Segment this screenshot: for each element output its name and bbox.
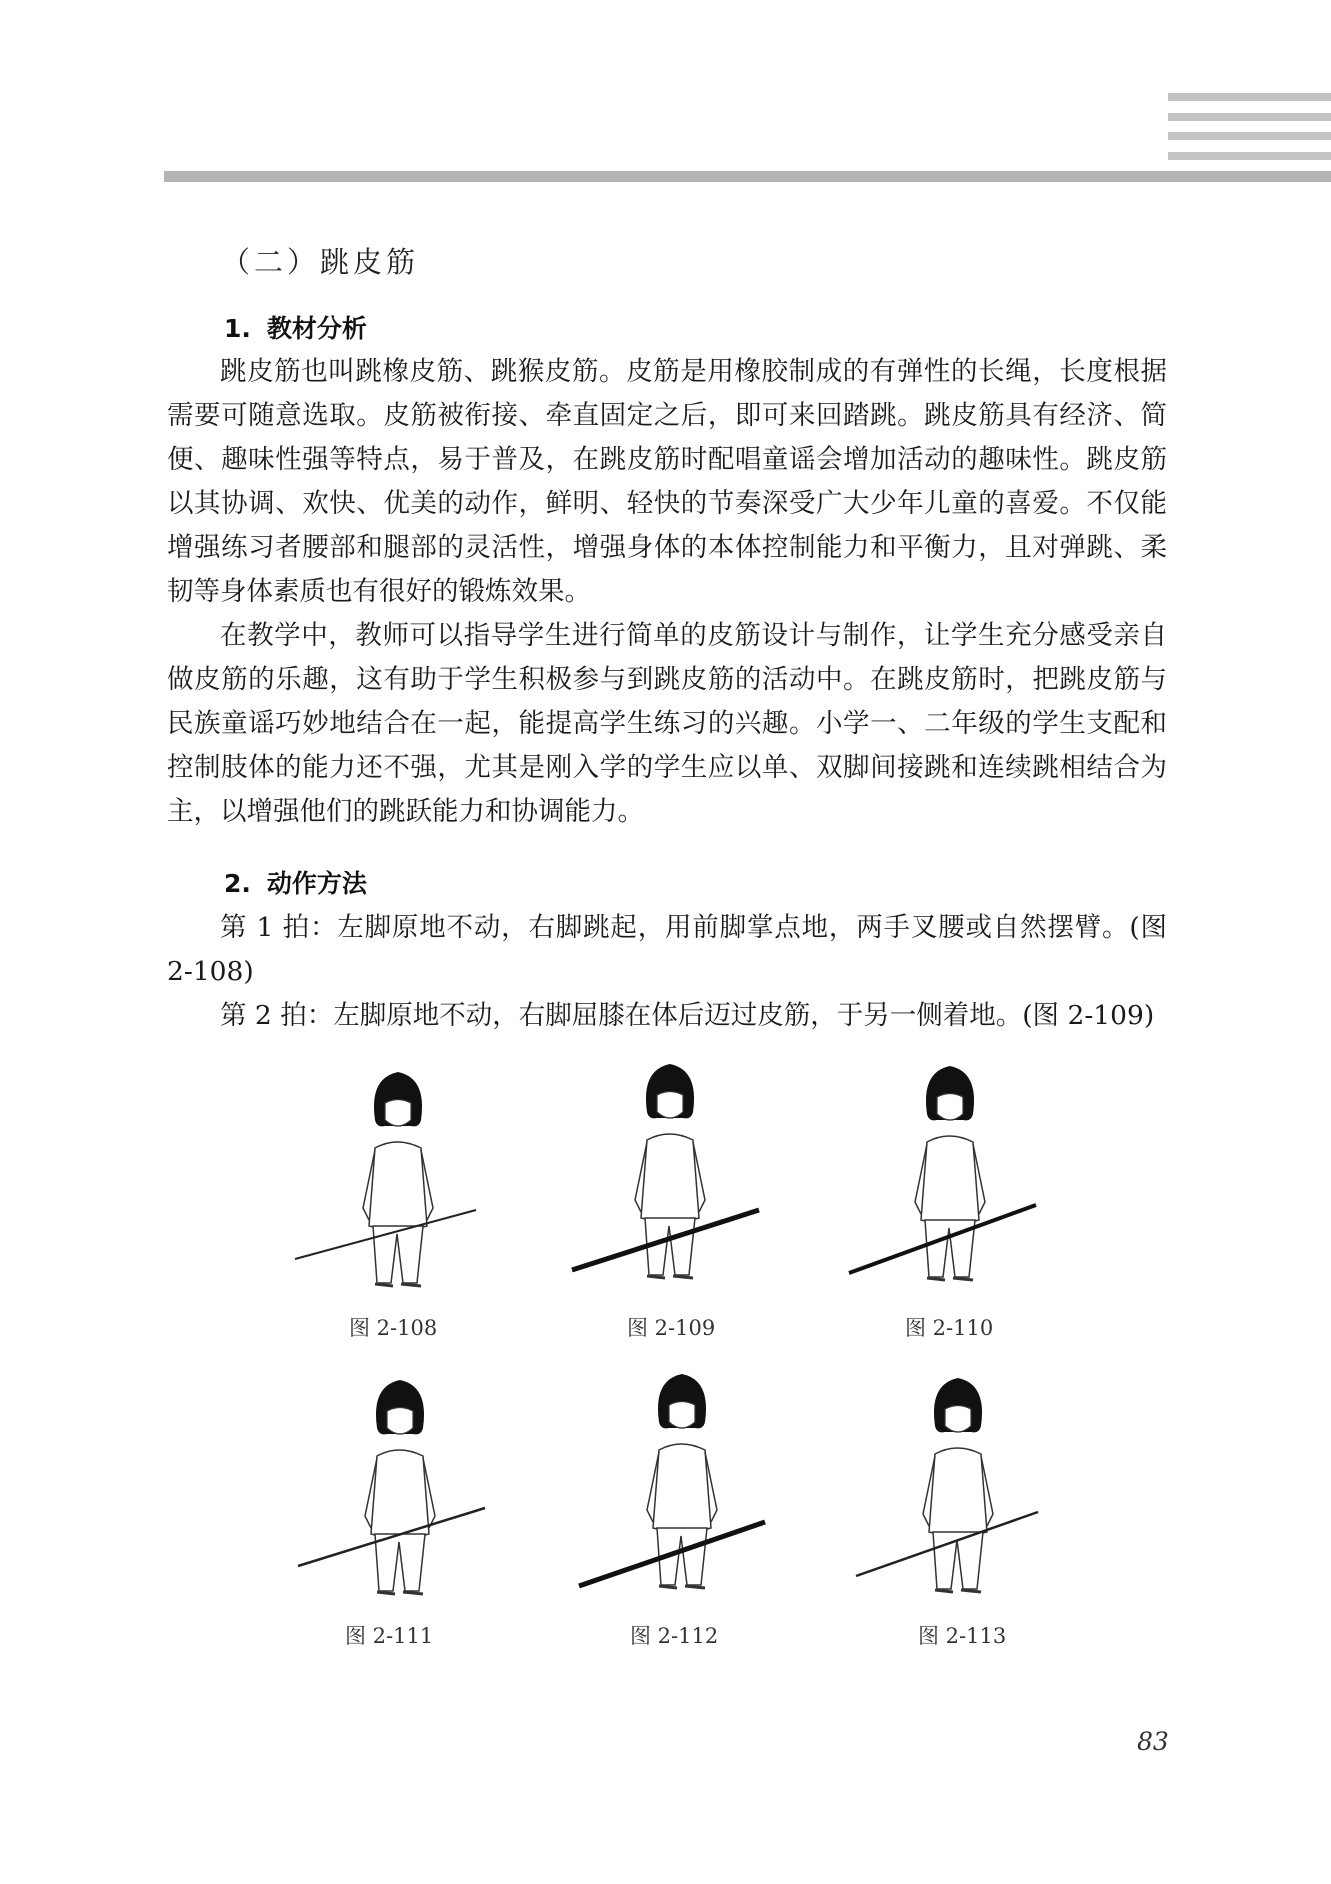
header-stripe: [1168, 132, 1331, 140]
analysis-text: [167, 350, 1167, 834]
subheading-number: 1.: [224, 314, 251, 343]
figure-caption: 图 2-108: [349, 1316, 438, 1340]
figure-image: [293, 1058, 503, 1303]
figure-caption: 图 2-111: [345, 1624, 434, 1648]
page-number: 83: [1137, 1727, 1169, 1756]
subheading-number: 2.: [224, 869, 251, 898]
figure-caption: 图 2-110: [905, 1316, 994, 1340]
subheading-analysis: [224, 309, 367, 345]
step-2-text: 第 2 拍：左脚原地不动，右脚屈膝在体后迈过皮筋，于另一侧着地。(图 2-109): [220, 1000, 1155, 1031]
subheading-title: 教材分析: [266, 314, 367, 343]
subheading-title: 动作方法: [266, 869, 367, 898]
method-text: [167, 906, 1167, 1038]
step-1-text: 第 1 拍：左脚原地不动，右脚跳起，用前脚掌点地，两手叉腰或自然摆臂。(图 2-108): [167, 912, 1167, 987]
figure-image: [845, 1052, 1055, 1297]
paragraph: 在教学中，教师可以指导学生进行简单的皮筋设计与制作，让学生充分感受亲自做皮筋的乐趣，这有助于学生积极参与到跳皮筋的活动中。在跳皮筋时，把跳皮筋与民族童谣巧妙地结合在一起，能提高学生练习的兴趣。小学一、二年级的学生支配和控制肢体的能力还不强，尤其是刚入学的学生应以单、双脚间接跳和连续跳相结合为主，以增强他们的跳跃能力和协调能力。: [167, 620, 1167, 827]
figure-caption: 图 2-113: [918, 1624, 1007, 1648]
figure-caption: 图 2-109: [627, 1316, 716, 1340]
header-stripe: [1168, 152, 1331, 160]
figure-image: [565, 1050, 775, 1295]
figure-image: [577, 1360, 787, 1605]
figure-image: [853, 1364, 1063, 1609]
header-bar: [164, 171, 1331, 182]
paragraph: 跳皮筋也叫跳橡皮筋、跳猴皮筋。皮筋是用橡胶制成的有弹性的长绳，长度根据需要可随意选取。皮筋被衔接、牵直固定之后，即可来回踏跳。跳皮筋具有经济、简便、趣味性强等特点，易于普及，在跳皮筋时配唱童谣会增加活动的趣味性。跳皮筋以其协调、欢快、优美的动作，鲜明、轻快的节奏深受广大少年儿童的喜爱。不仅能增强练习者腰部和腿部的灵活性，增强身体的本体控制能力和平衡力，且对弹跳、柔韧等身体素质也有很好的锻炼效果。: [167, 356, 1167, 607]
header-stripe: [1168, 93, 1331, 101]
figure-image: [295, 1366, 505, 1611]
subheading-method: [224, 864, 367, 900]
header-stripe: [1168, 113, 1331, 121]
section-title: （二）跳皮筋: [221, 245, 420, 279]
figure-caption: 图 2-112: [630, 1624, 719, 1648]
